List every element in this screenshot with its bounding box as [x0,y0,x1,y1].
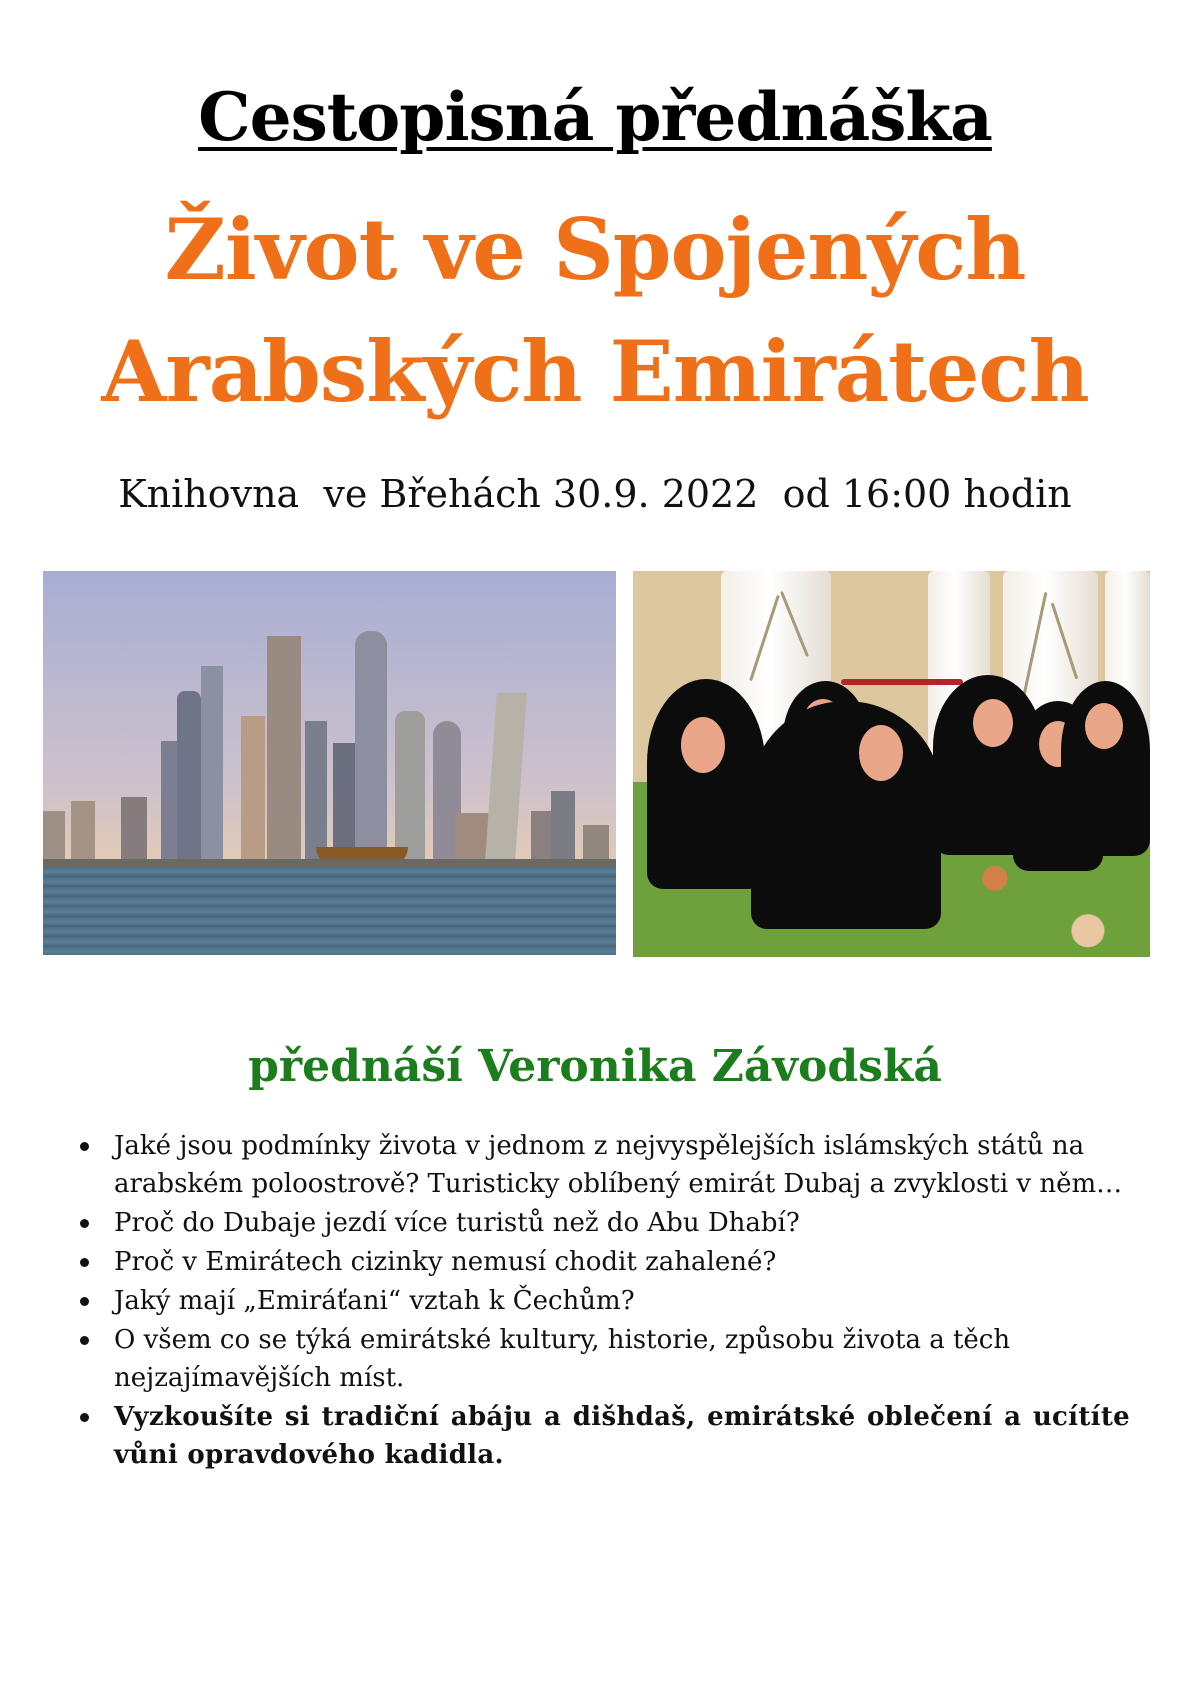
poster-heading: Cestopisná přednáška [198,78,992,156]
list-item: Proč v Emirátech cizinky nemusí chodit zahalené? [80,1243,1130,1281]
list-item: Jaké jsou podmínky života v jednom z nejvyspělejších islámských států na arabském poloostrově? Turisticky oblíbený emirát Dubaj a zvyklosti v něm… [80,1127,1130,1203]
bullet-icon [80,1142,89,1151]
mosque-group-photo [633,571,1150,957]
list-item: Jaký mají „Emiráťani“ vztah k Čechům? [80,1282,1130,1320]
topic-list [80,1127,1130,1475]
event-details: Knihovna ve Břehách 30.9. 2022 od 16:00 hodin [118,472,1072,516]
dubai-skyline-photo [43,571,616,955]
list-item: Vyzkoušíte si tradiční abáju a dišhdaš, emirátské oblečení a ucítíte vůni opravdového kadidla. [80,1398,1130,1474]
bullet-icon [80,1336,89,1345]
poster-title-line-1: Život ve Spojených [164,200,1026,299]
bullet-icon [80,1219,89,1228]
bullet-icon [80,1413,89,1422]
poster-title-line-2: Arabských Emirátech [101,322,1089,421]
bullet-icon [80,1297,89,1306]
list-item: Proč do Dubaje jezdí více turistů než do Abu Dhabí? [80,1204,1130,1242]
bullet-icon [80,1258,89,1267]
list-item: O všem co se týká emirátské kultury, historie, způsobu života a těch nejzajímavějších míst. [80,1321,1130,1397]
speaker-line: přednáší Veronika Závodská [248,1041,942,1092]
